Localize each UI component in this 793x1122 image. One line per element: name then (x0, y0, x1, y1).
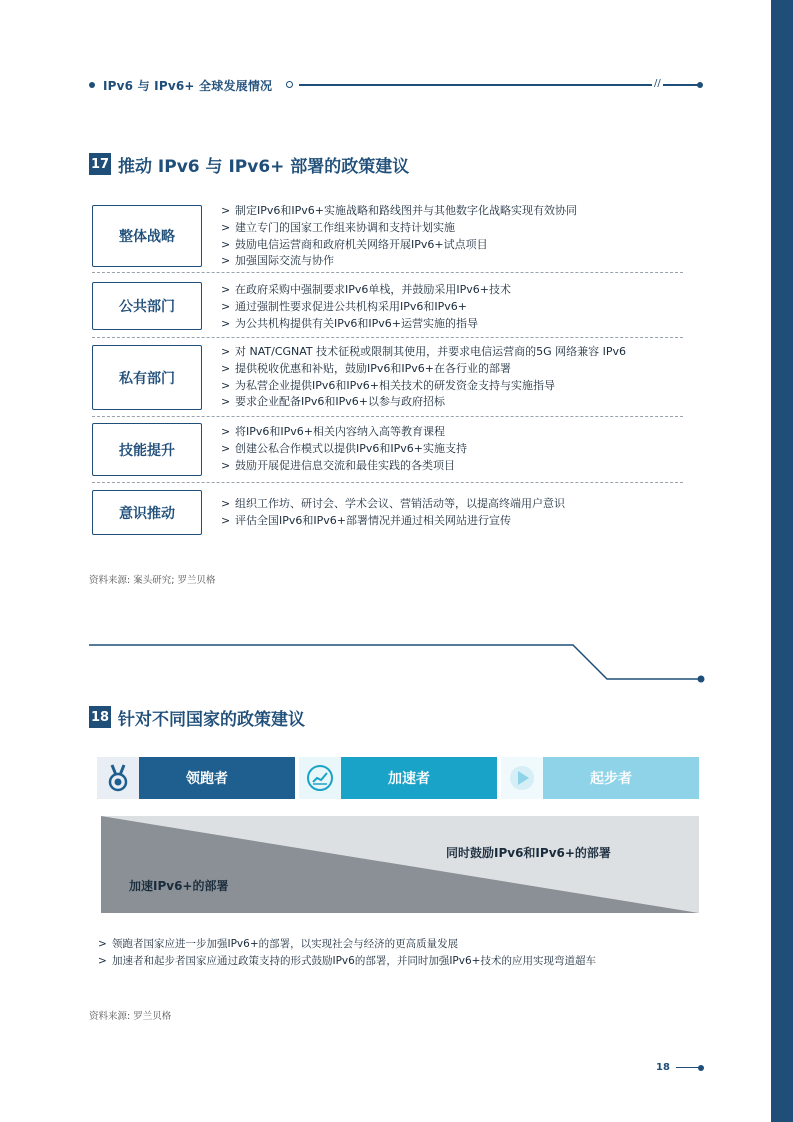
section-17-heading (89, 152, 409, 176)
policy-list-skills (221, 424, 467, 474)
stage-label: 领跑者 (186, 771, 228, 787)
section-title: 针对不同国家的政策建议 (118, 709, 305, 730)
list-item: > 提供税收优惠和补贴，鼓励IPv6和IPv6+在各行业的部署 (221, 361, 626, 378)
stage-label: 起步者 (590, 771, 632, 787)
list-item: > 鼓励开展促进信息交流和最佳实践的各类项目 (221, 458, 467, 475)
policy-list-private-sector (221, 344, 626, 411)
list-item: > 将IPv6和IPv6+相关内容纳入高等教育课程 (221, 424, 467, 441)
list-item: > 通过强制性要求促进公共机构采用IPv6和IPv6+ (221, 299, 511, 316)
list-item: > 制定IPv6和IPv6+实施战略和路线图并与其他数字化战略实现有效协同 (221, 203, 577, 220)
page-number-rule (676, 1067, 700, 1068)
list-item: > 鼓励电信运营商和政府机关网络开展IPv6+试点项目 (221, 237, 577, 254)
deployment-wedge (101, 816, 701, 916)
list-item: > 领跑者国家应进一步加强IPv6+的部署，以实现社会与经济的更高质量发展 (98, 936, 596, 953)
list-item: > 创建公私合作模式以提供IPv6和IPv6+实施支持 (221, 441, 467, 458)
list-item: > 加速者和起步者国家应通过政策支持的形式鼓励IPv6的部署，并同时加强IPv6+技术的应用实现弯道超车 (98, 953, 596, 970)
list-item: > 对 NAT/CGNAT 技术征税或限制其使用，并要求电信运营商的5G 网络兼容 IPv6 (221, 344, 626, 361)
policy-list-public-sector (221, 282, 511, 332)
header-title: IPv6 与 IPv6+ 全球发展情况 (103, 79, 273, 93)
source-note: 资料来源: 罗兰贝格 (89, 1011, 172, 1022)
row-separator (92, 337, 683, 338)
page-number: 18 (656, 1062, 670, 1073)
list-item: > 要求企业配备IPv6和IPv6+以参与政府招标 (221, 394, 626, 411)
category-public-sector: 公共部门 (92, 282, 202, 330)
category-private-sector: 私有部门 (92, 345, 202, 410)
list-item: > 建立专门的国家工作组来协调和支持计划实施 (221, 220, 577, 237)
medal-icon (97, 757, 139, 799)
header-dot-icon (89, 82, 95, 88)
category-skills: 技能提升 (92, 423, 202, 476)
page-number-dot-icon (698, 1065, 704, 1071)
section-number: 17 (89, 153, 111, 175)
header-ring-icon (286, 81, 293, 88)
conclusion-list (98, 936, 596, 969)
header-slash: // (654, 78, 661, 89)
right-edge-bar (771, 0, 793, 1122)
lower-wedge-label: 加速IPv6+的部署 (129, 879, 229, 893)
line-chart-icon (299, 757, 341, 799)
row-separator (92, 416, 683, 417)
play-icon (501, 757, 543, 799)
section-title: 推动 IPv6 与 IPv6+ 部署的政策建议 (118, 156, 410, 177)
section-divider (0, 640, 793, 690)
section-18-heading (89, 705, 305, 729)
row-separator (92, 482, 683, 483)
header-end-dot-icon (697, 82, 703, 88)
list-item: > 评估全国IPv6和IPv6+部署情况并通过相关网站进行宣传 (221, 513, 565, 530)
category-awareness: 意识推动 (92, 490, 202, 535)
stage-label: 加速者 (388, 771, 430, 787)
list-item: > 在政府采购中强制要求IPv6单栈，并鼓励采用IPv6+技术 (221, 282, 511, 299)
upper-wedge-label: 同时鼓励IPv6和IPv6+的部署 (446, 846, 611, 860)
source-note: 资料来源: 案头研究; 罗兰贝格 (89, 575, 216, 586)
list-item: > 组织工作坊、研讨会、学术会议、营销活动等，以提高终端用户意识 (221, 496, 565, 513)
list-item: > 为私营企业提供IPv6和IPv6+相关技术的研发资金支持与实施指导 (221, 378, 626, 395)
list-item: > 为公共机构提供有关IPv6和IPv6+运营实施的指导 (221, 316, 511, 333)
header-rule (299, 84, 699, 86)
policy-list-overall-strategy (221, 203, 577, 270)
row-separator (92, 272, 683, 273)
section-number: 18 (89, 706, 111, 728)
category-overall-strategy: 整体战略 (92, 205, 202, 267)
list-item: > 加强国际交流与协作 (221, 253, 577, 270)
policy-list-awareness (221, 496, 565, 530)
